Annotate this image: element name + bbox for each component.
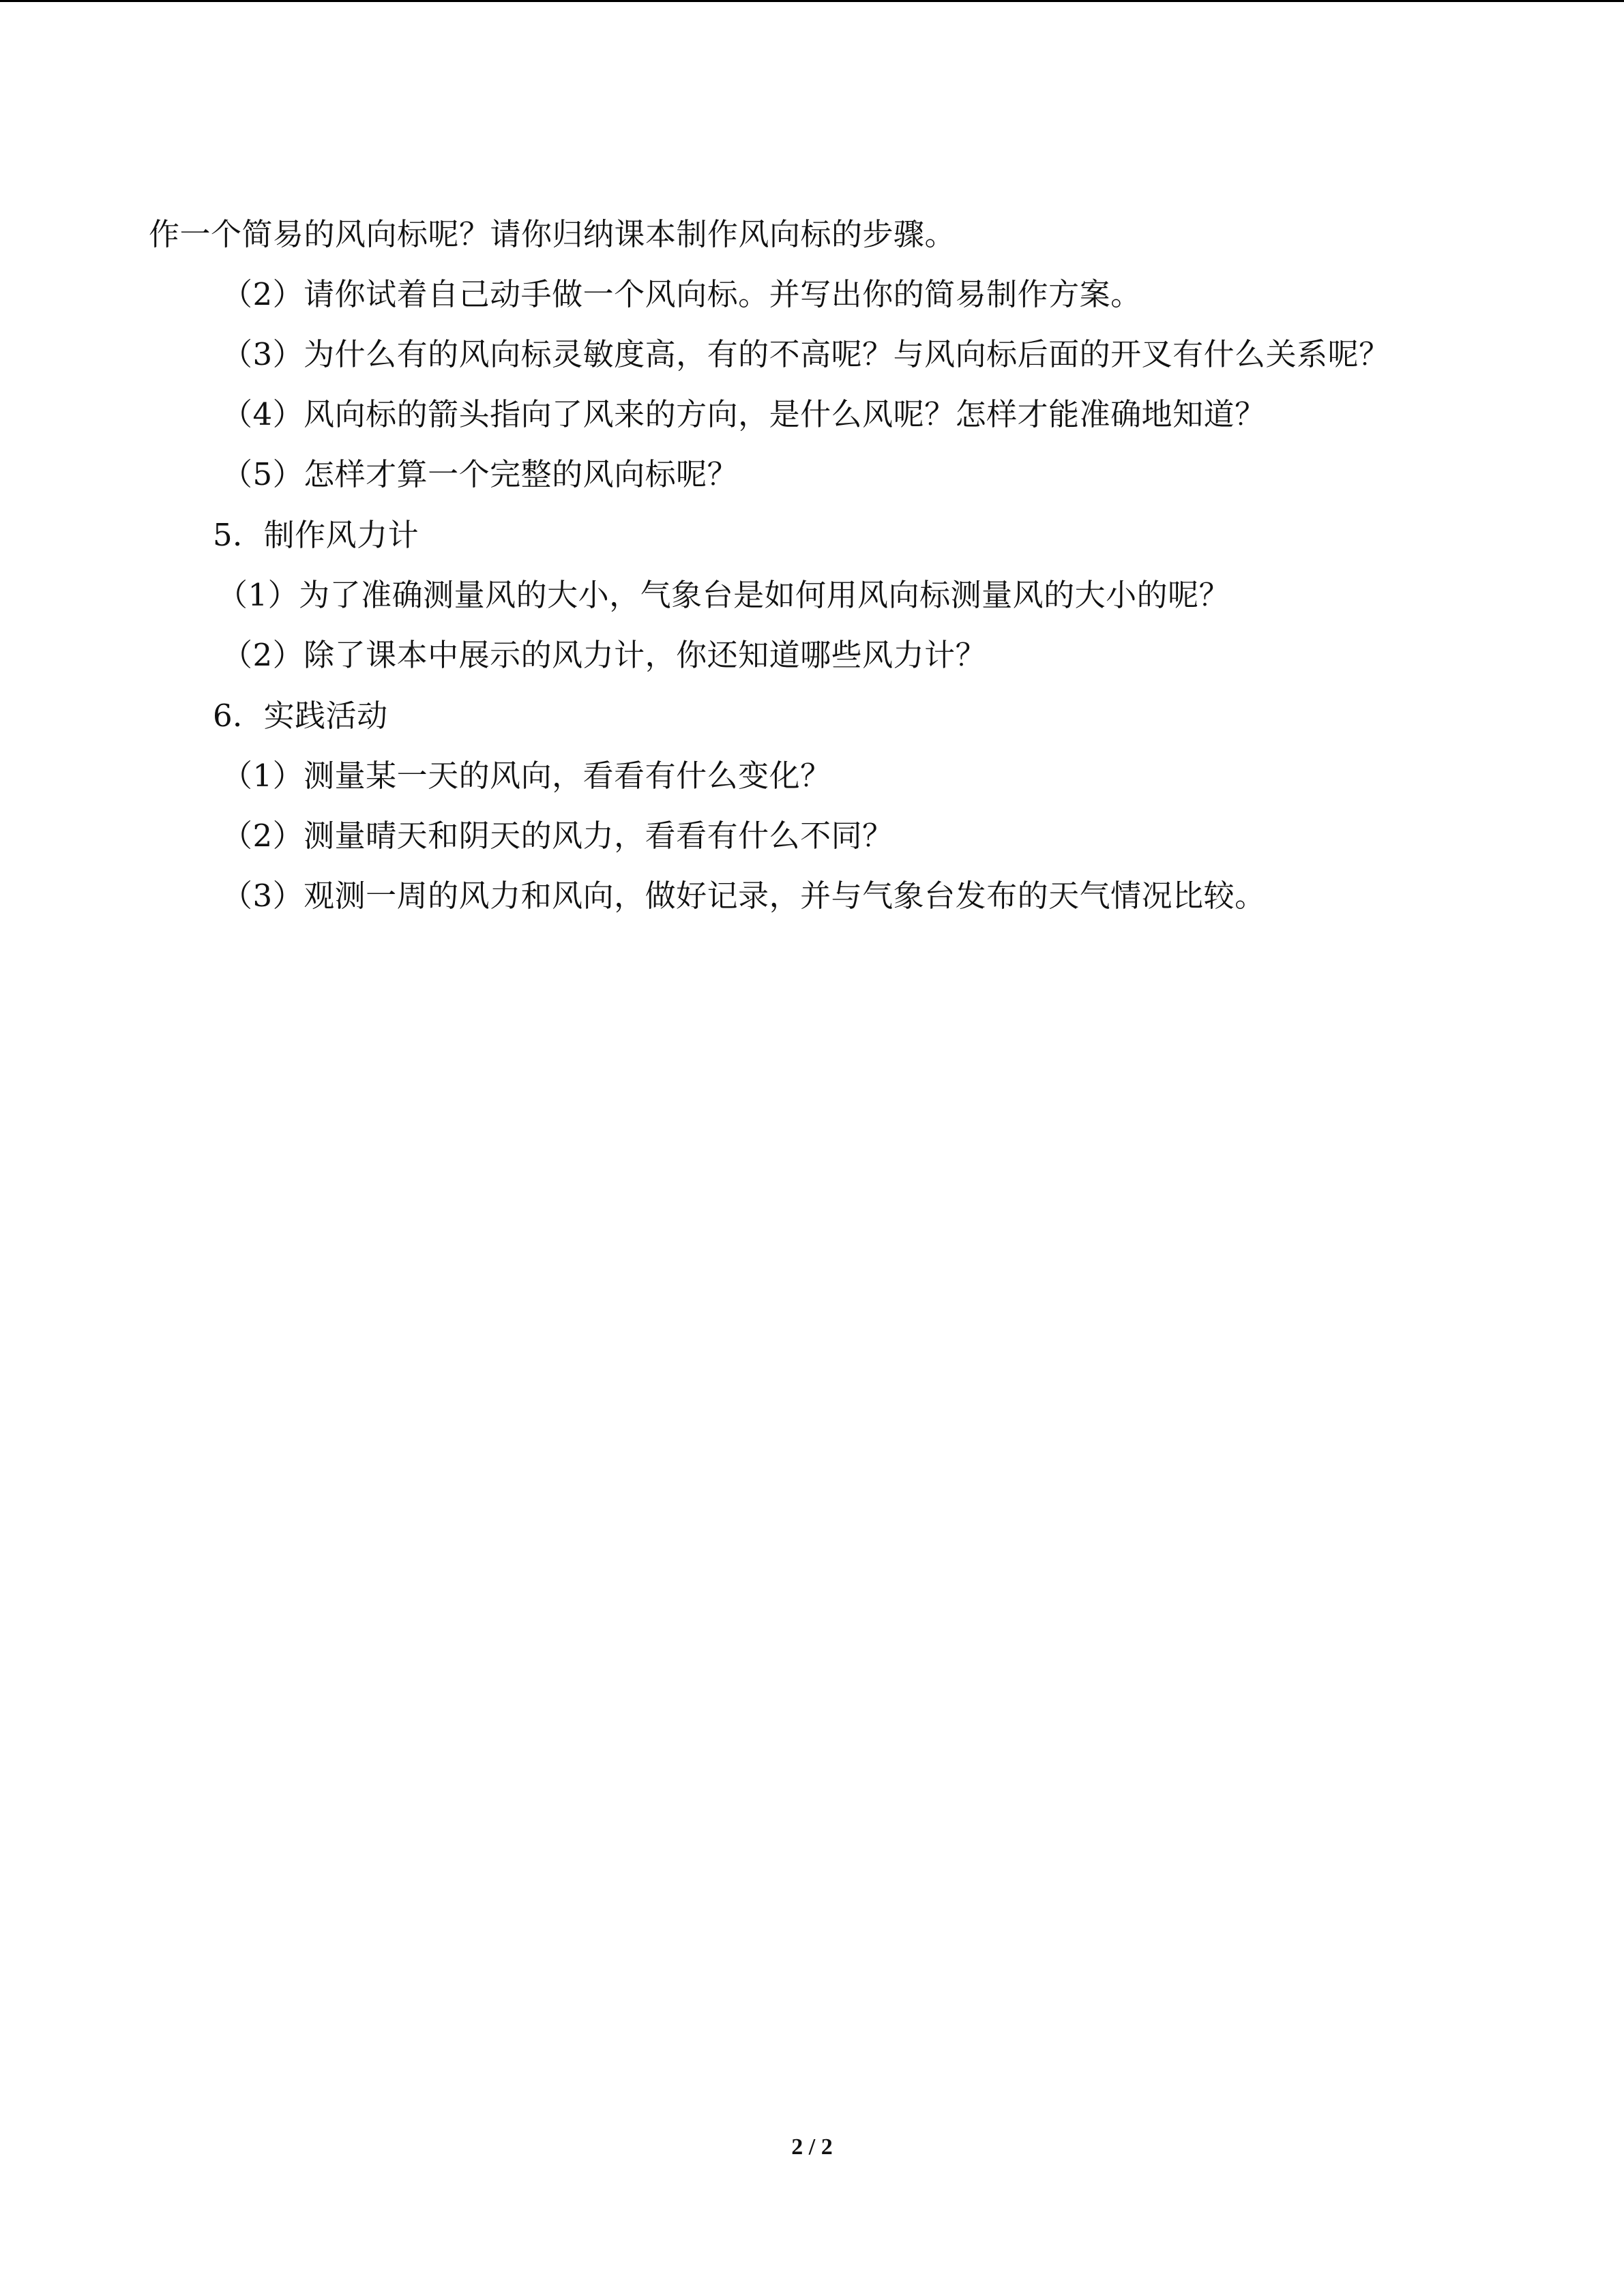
question-4: （4）风向标的箭头指向了风来的方向，是什么风呢？怎样才能准确地知道？ bbox=[222, 396, 1266, 432]
page-number: 2 / 2 bbox=[791, 2134, 833, 2160]
section-6-question-1: （1）测量某一天的风向，看看有什么变化？ bbox=[222, 758, 831, 794]
question-2: （2）请你试着自己动手做一个风向标。并写出你的简易制作方案。 bbox=[222, 276, 1142, 312]
question-3: （3）为什么有的风向标灵敏度高，有的不高呢？与风向标后面的开叉有什么关系呢？ bbox=[222, 336, 1390, 372]
section-heading-6: 6．实践活动 bbox=[213, 698, 388, 734]
section-6-question-3: （3）观测一周的风力和风向，做好记录，并与气象台发布的天气情况比较。 bbox=[222, 878, 1266, 914]
section-6-question-2: （2）测量晴天和阴天的风力，看看有什么不同？ bbox=[222, 818, 894, 854]
page-top-border bbox=[0, 0, 1624, 2]
section-5-question-2: （2）除了课本中展示的风力计，你还知道哪些风力计？ bbox=[222, 637, 987, 673]
section-5-question-1: （1）为了准确测量风的大小，气象台是如何用风向标测量风的大小的呢？ bbox=[217, 577, 1230, 613]
paragraph-continuation: 作一个简易的风向标呢？请你归纳课本制作风向标的步骤。 bbox=[149, 216, 956, 252]
section-heading-5: 5．制作风力计 bbox=[213, 517, 419, 553]
question-5: （5）怎样才算一个完整的风向标呢？ bbox=[222, 456, 739, 492]
